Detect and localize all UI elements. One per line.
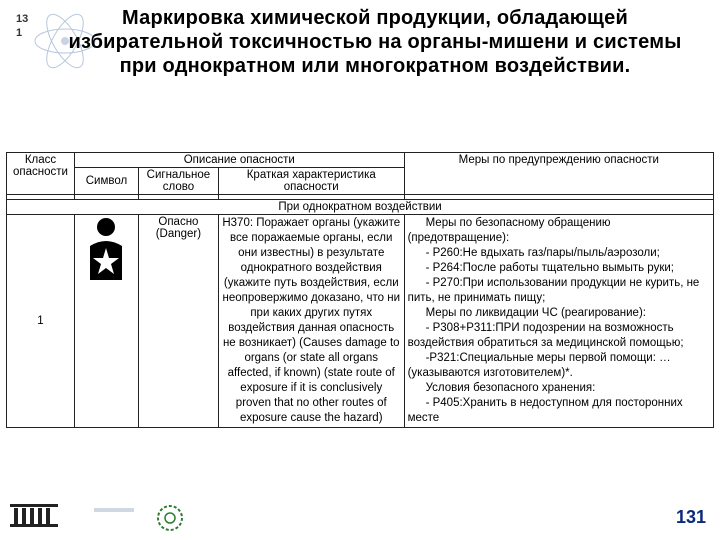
footer-logos [10, 502, 190, 539]
measure-line: -P321:Специальные меры первой помощи: … (указываются изготовителем)*. [407, 352, 671, 379]
partner-logos-icon [10, 502, 190, 534]
slide-number-top: 13 1 [16, 13, 29, 39]
header-signal-word: Сигнальное слово [138, 168, 218, 195]
header-measures: Меры по предупреждению опасности [404, 153, 713, 195]
measure-line: Меры по ликвидации ЧС (реагирование): [425, 307, 646, 319]
measure-line: Условия безопасного хранения: [425, 382, 596, 394]
header-class: Класс опасности [7, 153, 75, 195]
page-number: 131 [675, 507, 706, 527]
measure-line: - P270:При использовании продукции не курить, не пить, не принимать пищу; [407, 277, 700, 304]
measure-line: - P405:Хранить в недоступном для посторонних месте [407, 397, 683, 424]
health-hazard-icon [81, 216, 131, 282]
measure-line: Меры по безопасному обращению (предотвращение): [407, 217, 611, 244]
signal-word-value: Опасно (Danger) [138, 215, 218, 428]
measure-line: - P264:После работы тщательно вымыть руки; [425, 262, 674, 274]
page-title: Маркировка химической продукции, обладающей избирательной токсичностью на органы-мишени и системы при однократном или многократном воздействии. [68, 7, 682, 77]
header-symbol: Символ [74, 168, 138, 195]
measure-line: - P308+P311:ПРИ подозрении на возможность воздействия обратиться за медицинской помощью; [407, 322, 684, 349]
header-short-description: Краткая характеристика опасности [218, 168, 404, 195]
hazard-table [6, 152, 714, 428]
symbol-cell [74, 215, 138, 428]
hazard-statement: H370: Поражает органы (укажите все поражаемые органы, если они известны) в результате однократного воздействия (укажите путь воздействия, если неопровержимо доказано, что ни при каких других путях воздействия данная опасность не возникает) (Causes damage to organs (or state all organs affected, if known) (state route of exposure if it is conclusively proven that no other routes of exposure cause the hazard) [218, 215, 404, 428]
header-description: Описание опасности [74, 153, 404, 168]
precaution-measures [404, 215, 713, 428]
measure-line: - P260:Не вдыхать газ/пары/пыль/аэрозоли; [425, 247, 660, 259]
class-value: 1 [7, 215, 75, 428]
section-single-exposure: При однократном воздействии [7, 200, 714, 215]
